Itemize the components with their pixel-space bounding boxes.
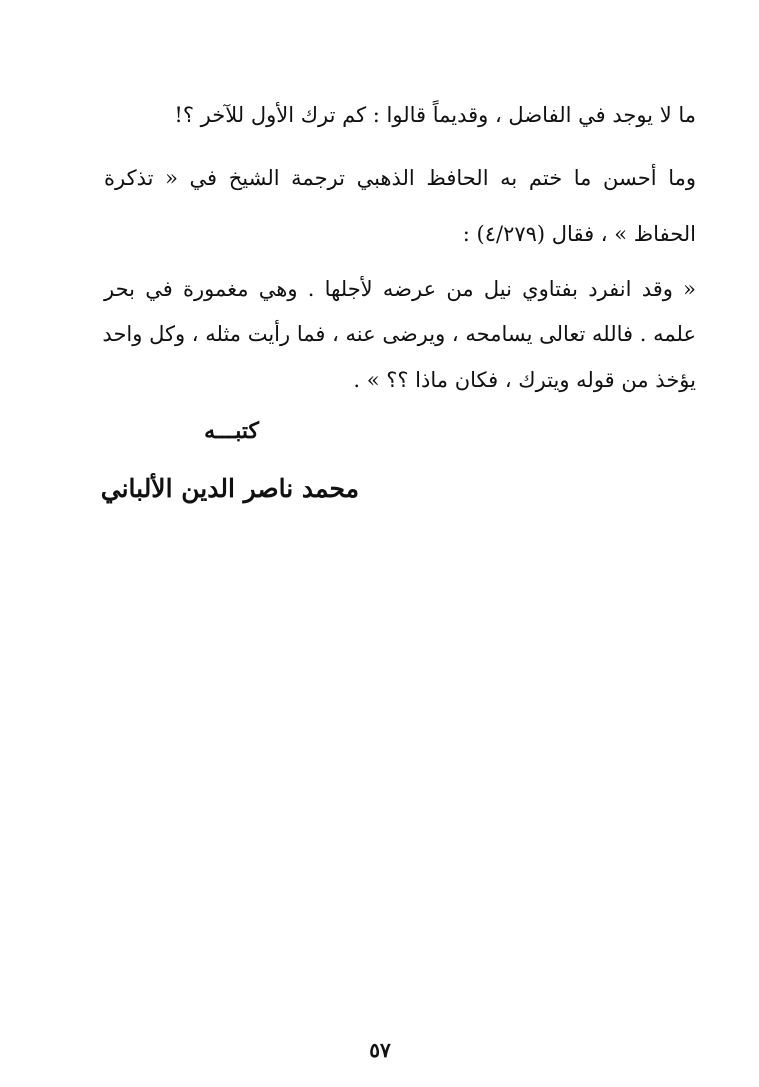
paragraph-3-line-3: يؤخذ من قوله ويترك ، فكان ماذا ؟؟ » . — [353, 368, 696, 392]
paragraph-2-line-2: الحفاظ » ، فقال (٤/٢٧٩) : — [462, 222, 696, 246]
paragraph-3-line-2: علمه . فالله تعالى يسامحه ، ويرضى عنه ، فما رأيت مثله ، وكل واحد — [102, 322, 696, 346]
page-number: ٥٧ — [369, 1038, 391, 1062]
paragraph-3-line-1: « وقد انفرد بفتاوي نيل من عرضه لأجلها . وهي مغمورة في بحر — [104, 277, 696, 301]
author-signature-name: محمد ناصر الدين الألباني — [100, 474, 359, 503]
paragraph-1-line-1: ما لا يوجد في الفاضل ، وقديماً قالوا : كم ترك الأول للآخر ؟! — [174, 103, 696, 127]
signature-label: كتبـــه — [204, 418, 259, 444]
paragraph-2-line-1: وما أحسن ما ختم به الحافظ الذهبي ترجمة الشيخ في « تذكرة — [104, 166, 696, 190]
